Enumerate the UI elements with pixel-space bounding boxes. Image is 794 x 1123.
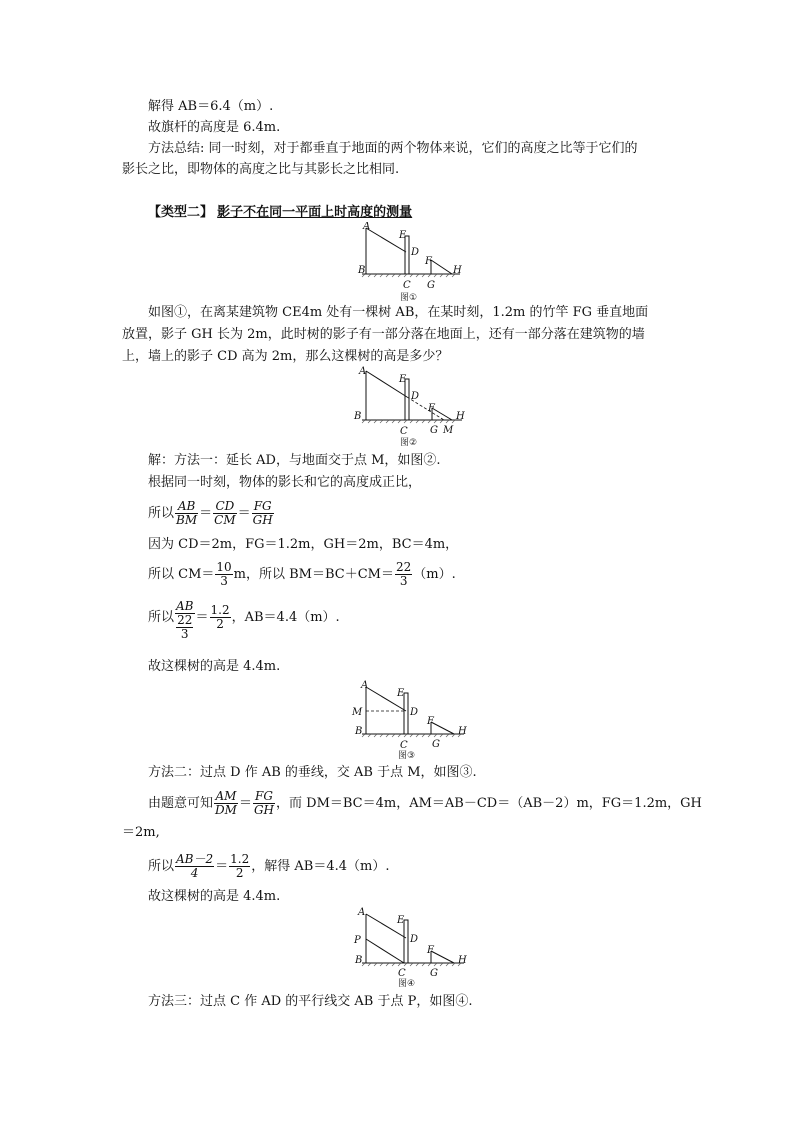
fraction: $\frac{AB-2}{4}$ [176, 852, 214, 880]
svg-text:G: G [427, 280, 435, 291]
svg-text:C: C [400, 426, 408, 437]
text-line: ＝2m, [122, 825, 160, 840]
type-title: 影子不在同一平面上时高度的测量 [217, 205, 413, 220]
text-line: 故旗杆的高度是 6.4m. [148, 120, 281, 135]
fraction: $\frac{1.2}{2}$ [210, 603, 230, 631]
svg-text:P: P [354, 935, 361, 946]
svg-text:图②: 图② [400, 438, 418, 448]
svg-text:H: H [453, 265, 462, 276]
text-span: 所以 [148, 506, 175, 521]
type-tag: 【类型二】 [148, 205, 214, 220]
svg-text:A: A [358, 907, 366, 918]
svg-text:B: B [354, 411, 362, 422]
svg-text:M: M [352, 707, 363, 718]
ab-line: 所以 $\frac{AB}{\frac{22}{3}}$ ＝ $\frac{1.2}{2}$ ，AB＝4.4（m）. [148, 599, 340, 641]
svg-text:H: H [458, 955, 467, 966]
text-line: 因为 CD＝2m，FG＝1.2m，GH＝2m，BC＝4m， [148, 537, 459, 552]
svg-text:图④: 图④ [398, 979, 416, 989]
section-heading [148, 205, 412, 221]
svg-text:B: B [358, 265, 366, 276]
text-line: 放置，影子 GH 长为 2m，此时树的影子有一部分落在地面上，还有一部分落在建筑物的墙 [122, 327, 645, 342]
figure-1 [352, 222, 472, 304]
fraction: $\frac{CD}{CM}$ [214, 499, 236, 527]
text-line: 影长之比，即物体的高度之比与其影长之比相同. [122, 162, 400, 177]
figure-3 [346, 677, 476, 762]
svg-text:E: E [397, 915, 405, 926]
text-line: 根据同一时刻，物体的影长和它的高度成正比， [148, 475, 422, 490]
svg-text:A: A [359, 366, 367, 377]
text-line: 如图①，在离某建筑物 CE4m 处有一棵树 AB，在某时刻，1.2m 的竹竿 FG 垂直地面 [148, 305, 649, 320]
svg-text:B: B [355, 955, 363, 966]
text-line: 方法总结: 同一时刻，对于都垂直于地面的两个物体来说，它们的高度之比等于它们的 [148, 141, 638, 156]
svg-text:E: E [397, 688, 405, 699]
svg-text:D: D [411, 247, 420, 258]
svg-text:H: H [458, 726, 467, 737]
svg-text:E: E [399, 230, 407, 241]
nested-fraction: $\frac{AB}{\frac{22}{3}}$ [176, 599, 194, 641]
svg-text:G: G [430, 968, 438, 979]
svg-text:A: A [363, 222, 371, 232]
text-line: 解：方法一：延长 AD，与地面交于点 M，如图②. [148, 453, 441, 468]
svg-text:A: A [361, 680, 369, 691]
fraction: $\frac{FG}{GH}$ [252, 499, 273, 527]
svg-text:D: D [410, 934, 419, 945]
svg-text:D: D [410, 707, 419, 718]
fraction: $\frac{FG}{GH}$ [253, 789, 275, 817]
text-line: 故这棵树的高是 4.4m. [148, 889, 281, 904]
text-line: 方法二：过点 D 作 AB 的垂线，交 AB 于点 M，如图③. [148, 765, 477, 780]
svg-text:F: F [428, 403, 435, 414]
figure-4 [346, 906, 476, 991]
solve-line: 所以 $\frac{AB-2}{4}$ ＝ $\frac{1.2}{2}$ ，解得 AB＝4.4（m）. [148, 852, 390, 880]
svg-text:G: G [432, 739, 440, 750]
fraction: $\frac{AM}{DM}$ [215, 789, 237, 817]
svg-text:C: C [400, 740, 408, 751]
text-line: 解得 AB＝6.4（m）. [148, 99, 274, 114]
svg-text:F: F [427, 716, 434, 727]
svg-text:C: C [403, 280, 411, 291]
svg-text:图①: 图① [400, 293, 418, 303]
svg-text:F: F [427, 945, 434, 956]
text-line: 上，墙上的影子 CD 高为 2m，那么这棵树的高是多少？ [122, 349, 449, 364]
svg-text:图③: 图③ [398, 751, 416, 761]
proportion-line: 所以 $\frac{AB}{BM}$ ＝ $\frac{CD}{CM}$ ＝ $\frac{FG}{GH}$ [148, 499, 273, 527]
svg-text:F: F [425, 256, 432, 267]
fraction: $\frac{1.2}{2}$ [230, 852, 250, 880]
svg-text:D: D [411, 391, 420, 402]
cm-line: 所以 CM＝ $\frac{10}{3}$ m，所以 BM＝BC＋CM＝ $\frac{22}{3}$ （m）. [148, 560, 456, 588]
svg-text:E: E [399, 374, 407, 385]
fraction: $\frac{22}{3}$ [396, 560, 412, 588]
fraction: $\frac{AB}{BM}$ [176, 499, 198, 527]
svg-text:H: H [456, 411, 465, 422]
ratio-line: 由题意可知 $\frac{AM}{DM}$ ＝ $\frac{FG}{GH}$ ，而 DM＝BC＝4m，AM＝AB－CD＝（AB－2）m，FG＝1.2m，GH [148, 789, 702, 817]
svg-text:B: B [355, 726, 363, 737]
svg-text:C: C [398, 968, 406, 979]
svg-text:G: G [430, 425, 438, 436]
svg-text:M: M [443, 425, 454, 436]
fraction: $\frac{10}{3}$ [216, 560, 232, 588]
figure-2 [352, 365, 472, 450]
text-line: 故这棵树的高是 4.4m. [148, 659, 281, 674]
text-line: 方法三：过点 C 作 AD 的平行线交 AB 于点 P，如图④. [148, 994, 473, 1009]
